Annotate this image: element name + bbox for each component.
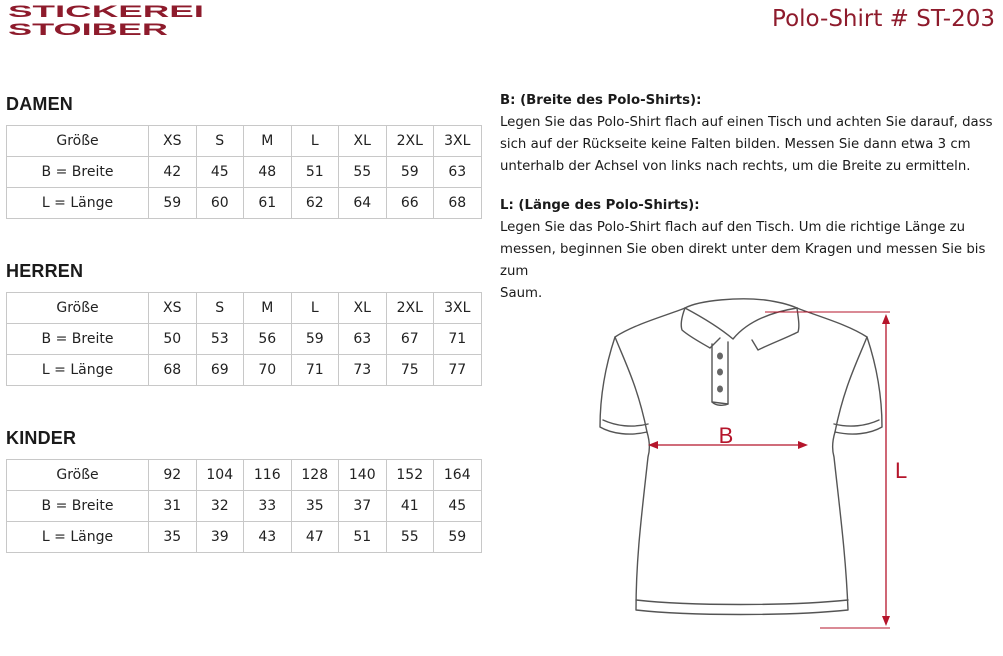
table-cell: 66 [386,188,434,219]
table-cell: 75 [386,355,434,386]
table-cell: XL [339,126,387,157]
table-cell: 41 [386,491,434,522]
table-cell: L = Länge [7,522,149,553]
table-cell: 69 [196,355,244,386]
table-row [7,491,482,522]
instruction-line: Saum. [500,286,543,301]
table-cell: 59 [386,157,434,188]
placket-buttons [717,353,723,393]
brand-logo-line2: STOIBER [8,20,168,38]
table-cell: L [291,126,339,157]
table-cell: 39 [196,522,244,553]
table-cell: 45 [434,491,482,522]
size-table-herren [6,292,482,386]
table-cell: 55 [339,157,387,188]
table-cell: 71 [434,324,482,355]
table-cell: B = Breite [7,324,149,355]
table-cell: 2XL [386,126,434,157]
table-cell: 35 [291,491,339,522]
table-cell: 59 [291,324,339,355]
table-cell: 116 [244,460,292,491]
table-cell: 55 [386,522,434,553]
table-cell: 61 [244,188,292,219]
table-cell: 3XL [434,293,482,324]
polo-shirt-diagram [590,292,910,632]
instruction-line: Legen Sie das Polo-Shirt flach auf den Tisch. Um die richtige Länge zu [500,220,966,235]
table-cell: B = Breite [7,157,149,188]
table-row [7,522,482,553]
table-cell: 92 [149,460,197,491]
table-cell: 68 [434,188,482,219]
table-cell: 43 [244,522,292,553]
table-cell: XS [149,293,197,324]
length-label: L [895,458,908,483]
table-cell: 33 [244,491,292,522]
table-row [7,324,482,355]
table-cell: XL [339,293,387,324]
table-cell: 59 [434,522,482,553]
instruction-line: unterhalb der Achsel von links nach rechts, um die Breite zu ermitteln. [500,159,971,174]
table-cell: 31 [149,491,197,522]
measurement-guides [648,312,890,628]
instruction-line: sich auf der Rückseite keine Falten bilden. Messen Sie dann etwa 3 cm [500,137,971,152]
table-cell: Größe [7,293,149,324]
length-instructions [500,195,1000,305]
instruction-line: Legen Sie das Polo-Shirt flach auf einen Tisch und achten Sie darauf, dass [500,115,993,130]
table-cell: 48 [244,157,292,188]
table-cell: L = Länge [7,355,149,386]
width-instructions-title: B: (Breite des Polo-Shirts): [500,93,702,108]
section-heading-herren: HERREN [6,261,84,281]
table-cell: 2XL [386,293,434,324]
table-cell: 59 [149,188,197,219]
brand-logo-line1: STICKEREI [8,2,204,21]
section-heading-kinder: KINDER [6,428,77,448]
table-cell: 63 [434,157,482,188]
table-cell: 47 [291,522,339,553]
table-cell: M [244,126,292,157]
instruction-line: messen, beginnen Sie oben direkt unter dem Kragen und messen Sie bis zum [500,242,986,279]
size-table-damen [6,125,482,219]
document-title: Polo-Shirt # ST-203 [772,6,995,32]
table-cell: 104 [196,460,244,491]
table-cell: Größe [7,126,149,157]
table-cell: 64 [339,188,387,219]
table-cell: 60 [196,188,244,219]
width-label: B [718,423,734,448]
table-cell: 128 [291,460,339,491]
table-cell: 3XL [434,126,482,157]
table-row [7,188,482,219]
table-cell: 51 [339,522,387,553]
table-cell: Größe [7,460,149,491]
table-cell: 35 [149,522,197,553]
table-cell: 42 [149,157,197,188]
table-cell: M [244,293,292,324]
table-cell: S [196,126,244,157]
size-table-kinder [6,459,482,553]
table-row [7,157,482,188]
section-heading-damen: DAMEN [6,94,73,114]
table-cell: 164 [434,460,482,491]
brand-logo [8,2,208,38]
polo-shirt-outline [600,299,882,615]
table-cell: 152 [386,460,434,491]
table-cell: 62 [291,188,339,219]
table-cell: XS [149,126,197,157]
width-instructions [500,90,1000,178]
table-cell: 71 [291,355,339,386]
table-row [7,355,482,386]
table-cell: 140 [339,460,387,491]
table-cell: 70 [244,355,292,386]
table-cell: 77 [434,355,482,386]
table-cell: 73 [339,355,387,386]
table-cell: 53 [196,324,244,355]
table-cell: L = Länge [7,188,149,219]
length-instructions-title: L: (Länge des Polo-Shirts): [500,198,700,213]
table-row [7,460,482,491]
table-cell: 63 [339,324,387,355]
table-cell: 56 [244,324,292,355]
table-row [7,293,482,324]
table-cell: 68 [149,355,197,386]
table-cell: 51 [291,157,339,188]
table-cell: 32 [196,491,244,522]
table-cell: 45 [196,157,244,188]
table-cell: B = Breite [7,491,149,522]
table-cell: 67 [386,324,434,355]
table-cell: 50 [149,324,197,355]
table-cell: 37 [339,491,387,522]
table-cell: L [291,293,339,324]
table-row [7,126,482,157]
table-cell: S [196,293,244,324]
